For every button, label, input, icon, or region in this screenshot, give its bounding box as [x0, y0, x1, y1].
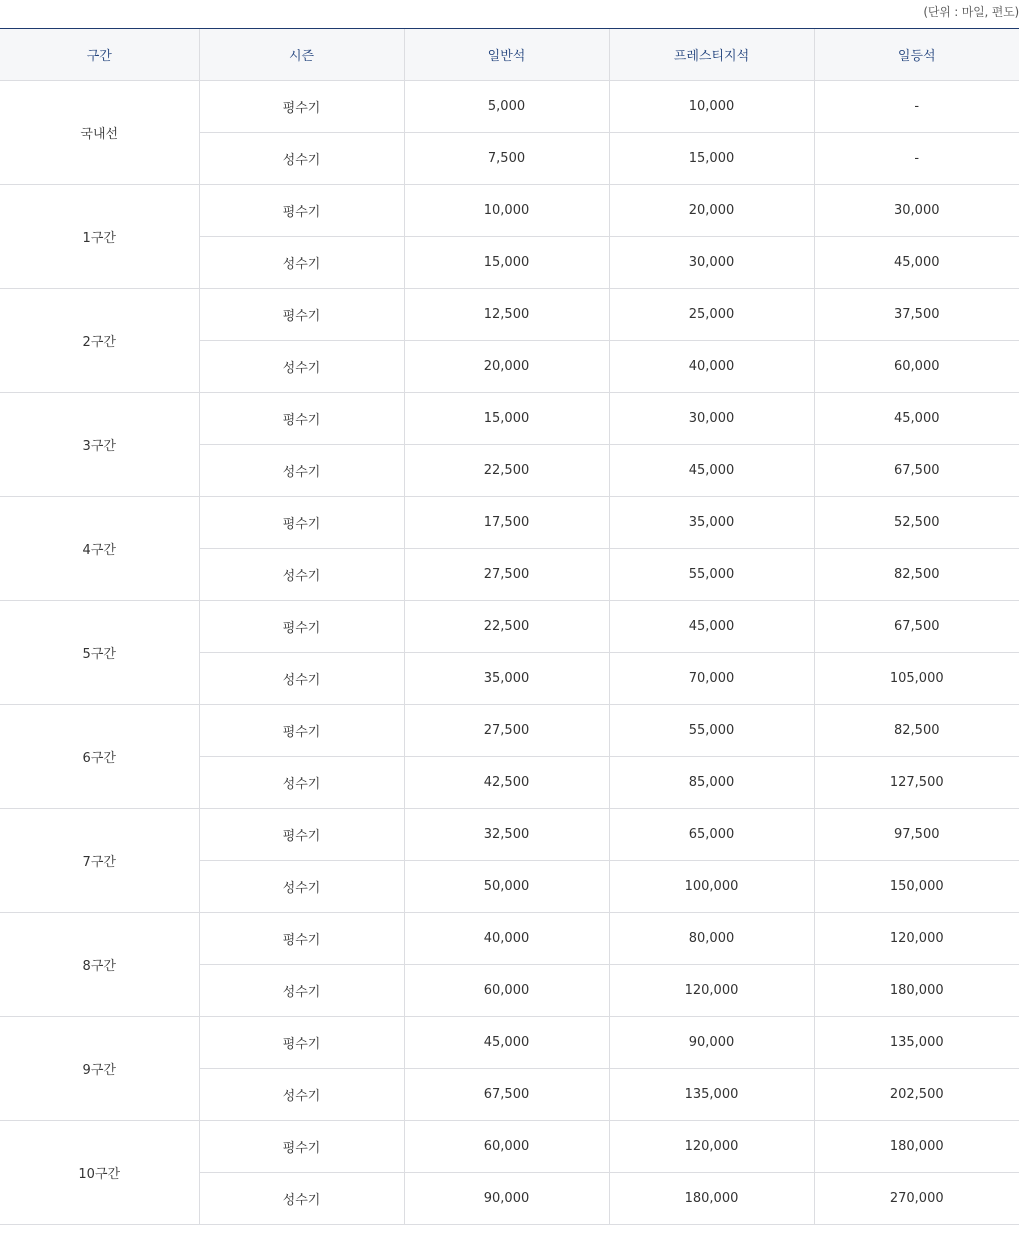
prestige-cell: 25,000	[609, 289, 814, 341]
prestige-cell: 40,000	[609, 341, 814, 393]
prestige-cell: 120,000	[609, 965, 814, 1017]
zone-cell: 국내선	[0, 81, 199, 185]
economy-cell: 22,500	[404, 601, 609, 653]
first-class-cell: 150,000	[814, 861, 1019, 913]
season-cell: 평수기	[199, 913, 404, 965]
table-row	[0, 393, 1019, 445]
season-cell: 성수기	[199, 965, 404, 1017]
season-cell: 성수기	[199, 861, 404, 913]
season-cell: 평수기	[199, 393, 404, 445]
first-class-cell: 37,500	[814, 289, 1019, 341]
season-cell: 성수기	[199, 445, 404, 497]
header-season: 시즌	[199, 29, 404, 81]
season-cell: 평수기	[199, 705, 404, 757]
zone-cell: 2구간	[0, 289, 199, 393]
zone-cell: 7구간	[0, 809, 199, 913]
prestige-cell: 65,000	[609, 809, 814, 861]
economy-cell: 35,000	[404, 653, 609, 705]
prestige-cell: 45,000	[609, 445, 814, 497]
zone-cell: 4구간	[0, 497, 199, 601]
season-cell: 성수기	[199, 549, 404, 601]
economy-cell: 12,500	[404, 289, 609, 341]
table-row	[0, 913, 1019, 965]
economy-cell: 60,000	[404, 1121, 609, 1173]
economy-cell: 10,000	[404, 185, 609, 237]
economy-cell: 17,500	[404, 497, 609, 549]
season-cell: 성수기	[199, 653, 404, 705]
prestige-cell: 85,000	[609, 757, 814, 809]
economy-cell: 60,000	[404, 965, 609, 1017]
table-header	[0, 29, 1019, 81]
economy-cell: 32,500	[404, 809, 609, 861]
first-class-cell: 120,000	[814, 913, 1019, 965]
season-cell: 평수기	[199, 81, 404, 133]
header-first: 일등석	[814, 29, 1019, 81]
season-cell: 성수기	[199, 1173, 404, 1225]
header-row	[0, 29, 1019, 81]
mileage-table	[0, 28, 1019, 1225]
table-row	[0, 705, 1019, 757]
unit-note: (단위 : 마일, 편도)	[923, 5, 1019, 19]
season-cell: 평수기	[199, 185, 404, 237]
economy-cell: 7,500	[404, 133, 609, 185]
zone-cell: 3구간	[0, 393, 199, 497]
prestige-cell: 10,000	[609, 81, 814, 133]
table-row	[0, 1121, 1019, 1173]
season-cell: 성수기	[199, 757, 404, 809]
first-class-cell: 180,000	[814, 965, 1019, 1017]
table-row	[0, 185, 1019, 237]
zone-cell: 1구간	[0, 185, 199, 289]
header-zone: 구간	[0, 29, 199, 81]
first-class-cell: 60,000	[814, 341, 1019, 393]
economy-cell: 90,000	[404, 1173, 609, 1225]
table-row	[0, 601, 1019, 653]
prestige-cell: 30,000	[609, 237, 814, 289]
zone-cell: 6구간	[0, 705, 199, 809]
economy-cell: 27,500	[404, 705, 609, 757]
first-class-cell: 67,500	[814, 601, 1019, 653]
prestige-cell: 80,000	[609, 913, 814, 965]
prestige-cell: 120,000	[609, 1121, 814, 1173]
first-class-cell: 67,500	[814, 445, 1019, 497]
first-class-cell: 127,500	[814, 757, 1019, 809]
economy-cell: 45,000	[404, 1017, 609, 1069]
economy-cell: 67,500	[404, 1069, 609, 1121]
first-class-cell: 270,000	[814, 1173, 1019, 1225]
first-class-cell: 30,000	[814, 185, 1019, 237]
first-class-cell: -	[814, 133, 1019, 185]
prestige-cell: 15,000	[609, 133, 814, 185]
first-class-cell: -	[814, 81, 1019, 133]
header-prestige: 프레스티지석	[609, 29, 814, 81]
first-class-cell: 97,500	[814, 809, 1019, 861]
prestige-cell: 55,000	[609, 705, 814, 757]
economy-cell: 42,500	[404, 757, 609, 809]
prestige-cell: 70,000	[609, 653, 814, 705]
prestige-cell: 90,000	[609, 1017, 814, 1069]
first-class-cell: 180,000	[814, 1121, 1019, 1173]
header-economy: 일반석	[404, 29, 609, 81]
economy-cell: 20,000	[404, 341, 609, 393]
first-class-cell: 202,500	[814, 1069, 1019, 1121]
first-class-cell: 45,000	[814, 393, 1019, 445]
season-cell: 성수기	[199, 237, 404, 289]
table-row	[0, 1017, 1019, 1069]
prestige-cell: 135,000	[609, 1069, 814, 1121]
season-cell: 성수기	[199, 341, 404, 393]
season-cell: 평수기	[199, 1017, 404, 1069]
season-cell: 평수기	[199, 497, 404, 549]
zone-cell: 5구간	[0, 601, 199, 705]
economy-cell: 50,000	[404, 861, 609, 913]
season-cell: 성수기	[199, 133, 404, 185]
economy-cell: 15,000	[404, 237, 609, 289]
prestige-cell: 55,000	[609, 549, 814, 601]
first-class-cell: 82,500	[814, 705, 1019, 757]
table-row	[0, 289, 1019, 341]
prestige-cell: 100,000	[609, 861, 814, 913]
season-cell: 평수기	[199, 809, 404, 861]
first-class-cell: 82,500	[814, 549, 1019, 601]
zone-cell: 10구간	[0, 1121, 199, 1225]
prestige-cell: 180,000	[609, 1173, 814, 1225]
first-class-cell: 52,500	[814, 497, 1019, 549]
economy-cell: 40,000	[404, 913, 609, 965]
prestige-cell: 35,000	[609, 497, 814, 549]
first-class-cell: 105,000	[814, 653, 1019, 705]
season-cell: 평수기	[199, 1121, 404, 1173]
table-row	[0, 809, 1019, 861]
first-class-cell: 135,000	[814, 1017, 1019, 1069]
zone-cell: 8구간	[0, 913, 199, 1017]
prestige-cell: 20,000	[609, 185, 814, 237]
table-body	[0, 81, 1019, 1225]
economy-cell: 15,000	[404, 393, 609, 445]
season-cell: 평수기	[199, 289, 404, 341]
table-row	[0, 497, 1019, 549]
season-cell: 평수기	[199, 601, 404, 653]
economy-cell: 22,500	[404, 445, 609, 497]
table-row	[0, 81, 1019, 133]
economy-cell: 5,000	[404, 81, 609, 133]
economy-cell: 27,500	[404, 549, 609, 601]
season-cell: 성수기	[199, 1069, 404, 1121]
prestige-cell: 30,000	[609, 393, 814, 445]
zone-cell: 9구간	[0, 1017, 199, 1121]
prestige-cell: 45,000	[609, 601, 814, 653]
first-class-cell: 45,000	[814, 237, 1019, 289]
